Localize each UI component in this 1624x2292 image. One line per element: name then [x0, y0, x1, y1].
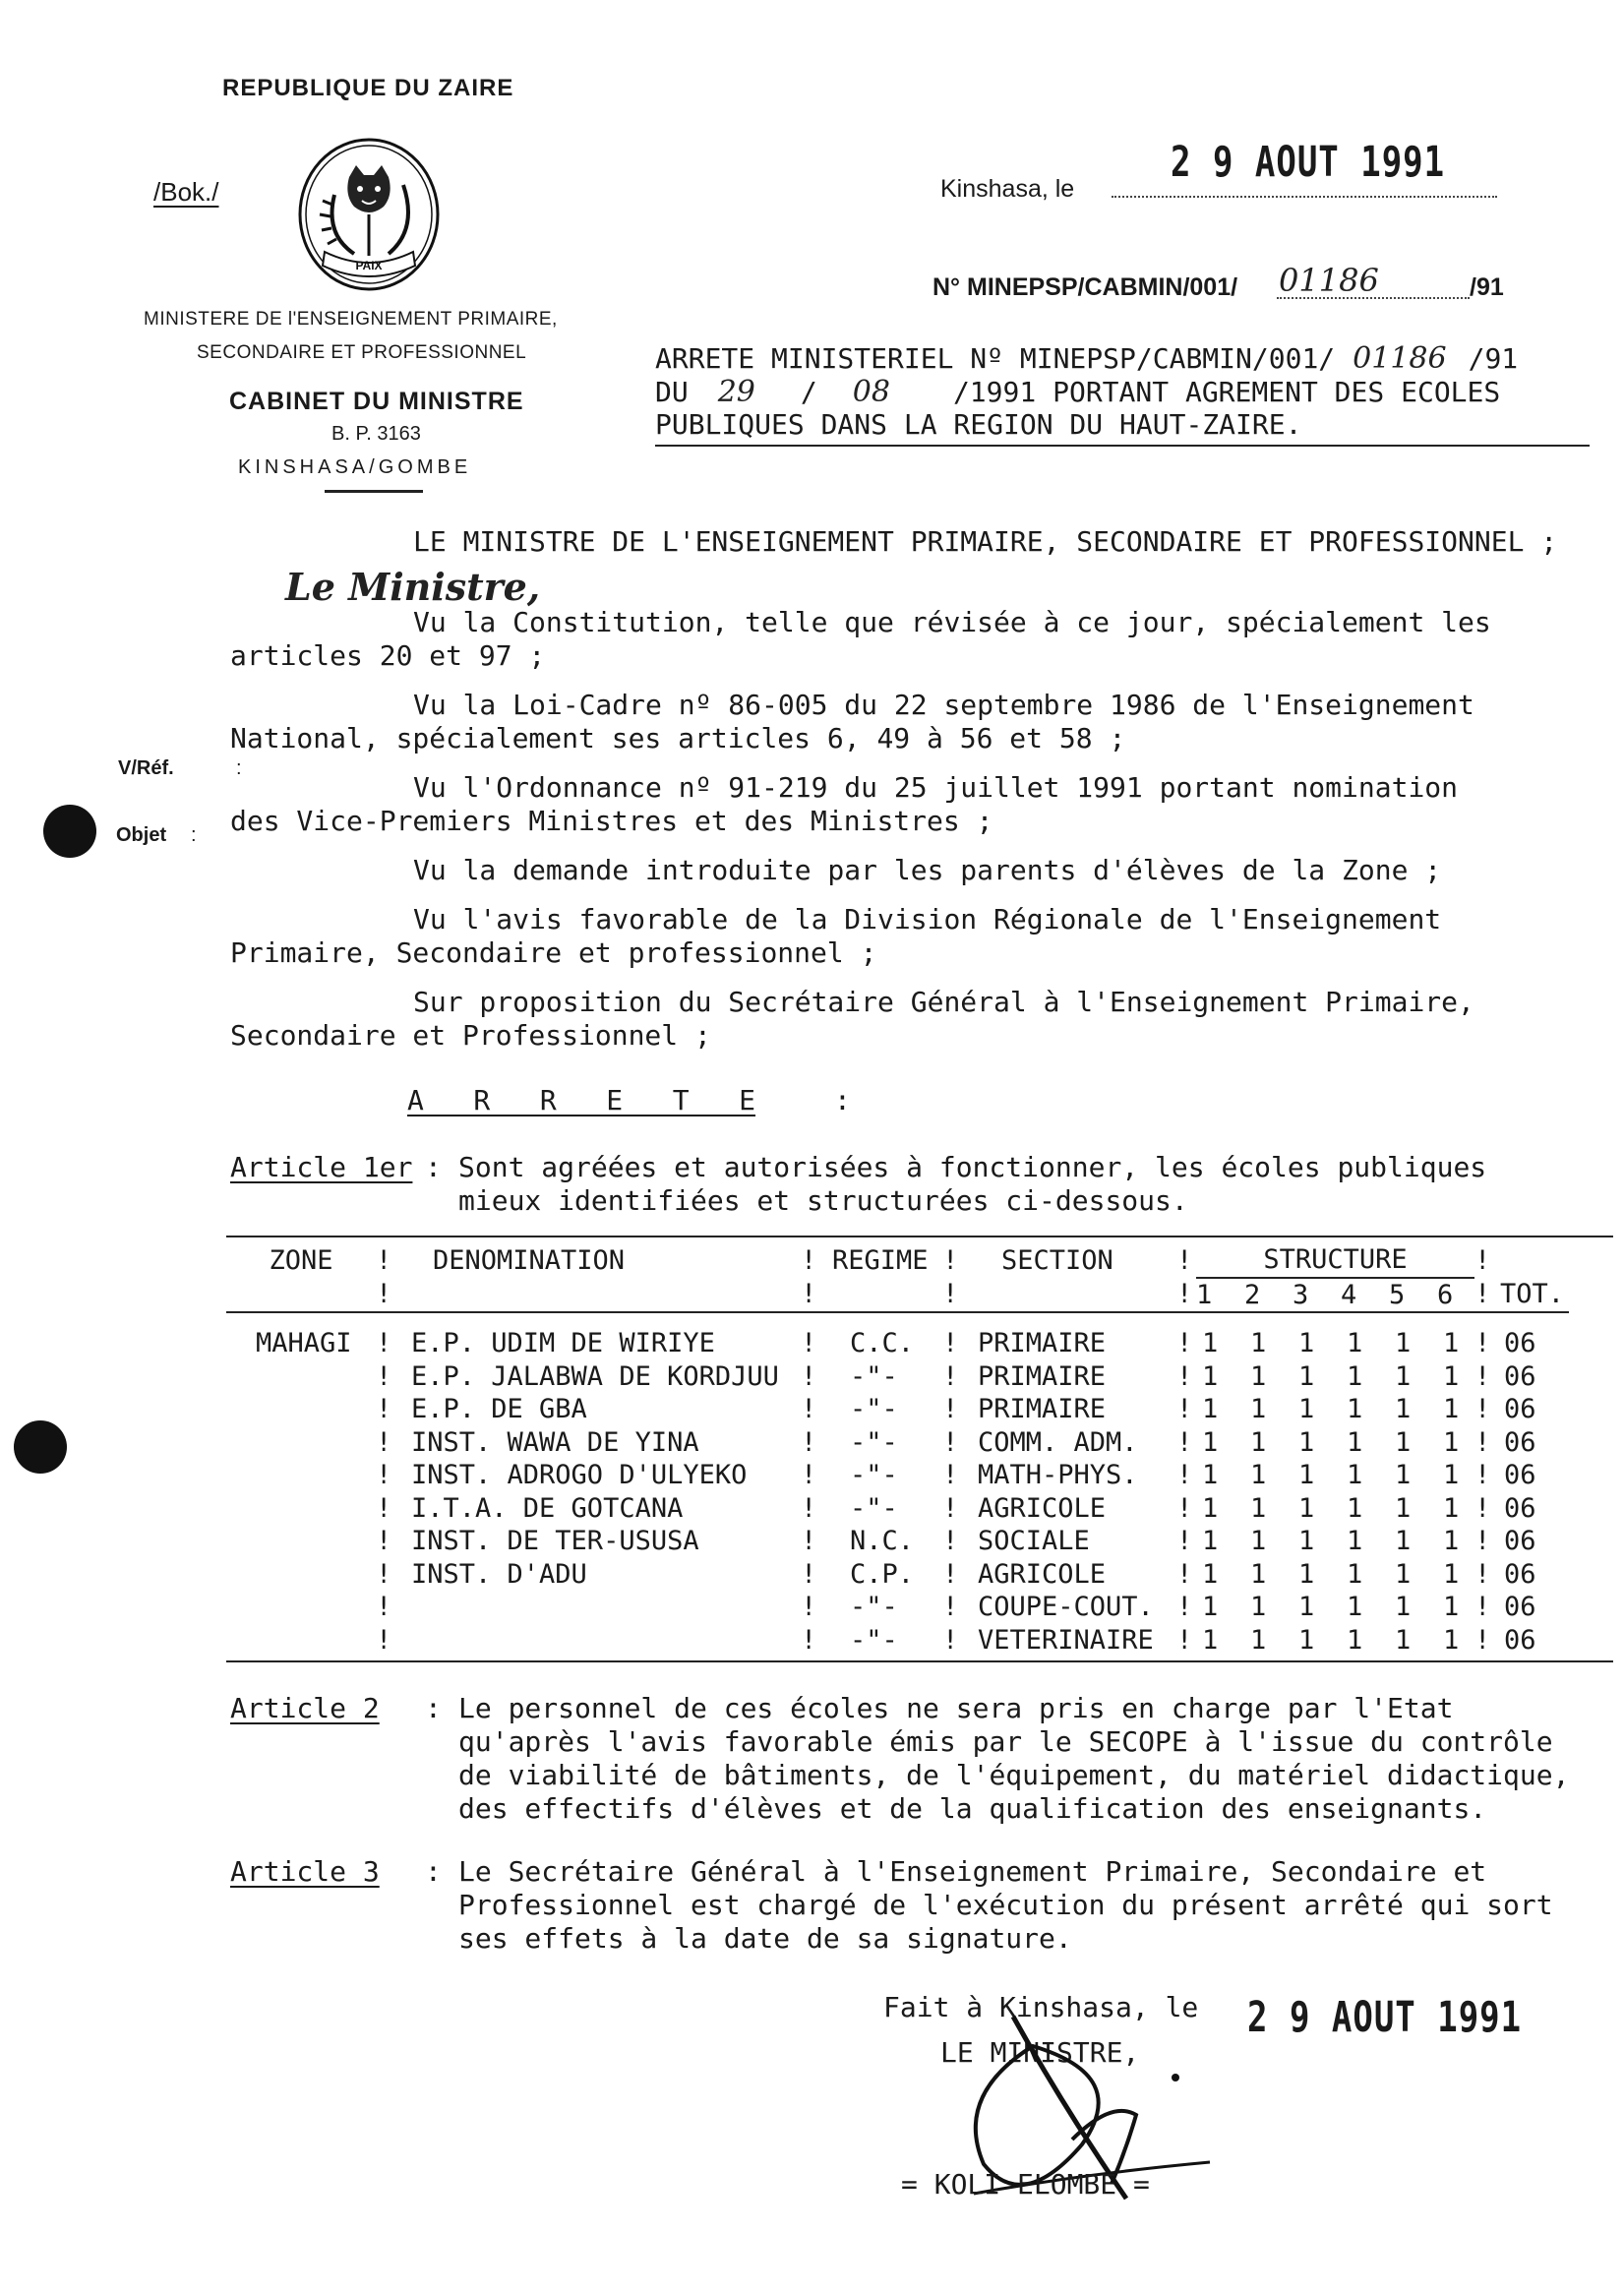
- signature-title: LE MINISTRE,: [940, 2036, 1140, 2069]
- number-line-handwritten: 01186: [1279, 262, 1379, 299]
- header-year-5: 5: [1389, 1278, 1437, 1313]
- cell-sep: !: [801, 1558, 817, 1590]
- number-line-dots: [1277, 297, 1470, 299]
- cell-year-5: 1: [1395, 1360, 1412, 1392]
- cell-section: AGRICOLE: [978, 1492, 1107, 1524]
- number-line-prefix: N° MINEPSP/CABMIN/001/: [932, 273, 1238, 301]
- object-line-2-rest: /1991 PORTANT AGREMENT DES ECOLES: [952, 376, 1501, 408]
- object-line-1: [655, 341, 1518, 376]
- object-line-2-du: DU: [655, 376, 689, 408]
- cell-sep: !: [942, 1426, 959, 1458]
- cell-total: 06: [1504, 1460, 1536, 1491]
- ministry-line-2: SECONDAIRE ET PROFESSIONNEL: [197, 342, 527, 363]
- consideration-6: Sur proposition du Secrétaire Général à l'Enseignement Primaire, Secondaire et Professionnel ;: [230, 986, 1474, 1052]
- cell-sep: !: [801, 1624, 817, 1656]
- cell-year-4: 1: [1347, 1328, 1363, 1359]
- vref-label: V/Réf.: [118, 757, 174, 779]
- cell-year-5: 1: [1395, 1394, 1412, 1425]
- cell-denomination: INST. ADROGO D'ULYEKO: [411, 1460, 748, 1491]
- article-3-line-3: ses effets à la date de sa signature.: [458, 1922, 1072, 1955]
- number-line-suffix: /91: [1470, 273, 1504, 301]
- cell-year-2: 1: [1250, 1360, 1267, 1392]
- object-line-1-prefix: ARRETE MINISTERIEL Nº MINEPSP/CABMIN/001/: [655, 342, 1336, 375]
- article-2-line-1: Le personnel de ces écoles ne sera pris en charge par l'Etat: [458, 1692, 1454, 1724]
- header-year-1: 1: [1196, 1278, 1244, 1313]
- cell-sep: !: [1176, 1426, 1193, 1458]
- header-sep: !: [1176, 1244, 1193, 1276]
- table-header-row-1: [226, 1243, 1569, 1278]
- cell-year-6: 1: [1443, 1492, 1460, 1524]
- cell-sep: !: [1176, 1624, 1193, 1656]
- object-block-rule: [655, 445, 1590, 447]
- cell-total: 06: [1504, 1360, 1536, 1392]
- table-row: [226, 1360, 1569, 1394]
- cell-zone: [226, 1426, 376, 1460]
- cell-year-3: 1: [1298, 1426, 1315, 1458]
- cell-year-5: 1: [1395, 1460, 1412, 1491]
- cell-section: PRIMAIRE: [978, 1360, 1107, 1392]
- cell-sep: !: [1474, 1460, 1491, 1491]
- cell-year-4: 1: [1347, 1492, 1363, 1524]
- table-row: [226, 1492, 1569, 1526]
- cell-year-6: 1: [1443, 1624, 1460, 1656]
- cell-sep: !: [942, 1394, 959, 1425]
- cell-section: AGRICOLE: [978, 1558, 1107, 1590]
- cell-year-3: 1: [1298, 1558, 1315, 1590]
- cell-sep: !: [376, 1360, 392, 1392]
- object-line-2-day: 29: [717, 375, 755, 409]
- reference-initials: /Bok./: [153, 177, 219, 207]
- header-section: SECTION: [1001, 1244, 1113, 1276]
- cell-year-1: 1: [1202, 1526, 1219, 1557]
- cell-sep: !: [1474, 1558, 1491, 1590]
- header-sep: !: [942, 1279, 959, 1310]
- table-top-rule: [226, 1236, 1613, 1237]
- header-sep: !: [801, 1244, 817, 1276]
- header-year-6: 6: [1437, 1278, 1474, 1313]
- consideration-2: Vu la Loi-Cadre nº 86-005 du 22 septembre 1986 de l'Enseignement National, spécialement ses articles 6, 49 à 56 et 58 ;: [230, 689, 1474, 754]
- cell-sep: !: [376, 1558, 392, 1590]
- cell-sep: !: [1474, 1624, 1491, 1656]
- consideration-1: Vu la Constitution, telle que révisée à ce jour, spécialement les articles 20 et 97 ;: [230, 606, 1491, 672]
- cell-year-3: 1: [1298, 1360, 1315, 1392]
- article-3-line-1: Le Secrétaire Général à l'Enseignement Primaire, Secondaire et: [458, 1855, 1487, 1888]
- article-1-text-2: mieux identifiées et structurées ci-dessous.: [458, 1184, 1188, 1217]
- cell-year-4: 1: [1347, 1558, 1363, 1590]
- cell-sep: !: [1176, 1460, 1193, 1491]
- article-3-label: Article 3: [230, 1855, 380, 1888]
- cell-section: COUPE-COUT.: [978, 1592, 1154, 1623]
- dateline-stamp-date: 2 9 AOUT 1991: [1171, 138, 1446, 187]
- table-row: [226, 1558, 1569, 1592]
- punch-hole-top: [43, 805, 96, 858]
- table-header-row-2: [226, 1278, 1569, 1313]
- cell-year-4: 1: [1347, 1592, 1363, 1623]
- cell-sep: !: [376, 1592, 392, 1623]
- object-line-1-suffix: /91: [1468, 342, 1519, 375]
- cell-sep: !: [801, 1492, 817, 1524]
- header-sep: !: [801, 1279, 817, 1310]
- dateline-label: Kinshasa, le: [940, 175, 1075, 203]
- article-3-line-2: Professionnel est chargé de l'exécution du présent arrêté qui sort: [458, 1889, 1553, 1921]
- cell-sep: !: [942, 1492, 959, 1524]
- arrete-word: A R R E T E: [407, 1084, 756, 1116]
- cabinet-heading: CABINET DU MINISTRE: [229, 388, 524, 415]
- cell-sep: !: [376, 1426, 392, 1458]
- article-2-line-2: qu'après l'avis favorable émis par le SECOPE à l'issue du contrôle: [458, 1725, 1553, 1758]
- cell-year-5: 1: [1395, 1426, 1412, 1458]
- national-seal-emblem: [295, 136, 443, 293]
- cell-regime: -"-: [850, 1624, 898, 1656]
- cell-year-6: 1: [1443, 1460, 1460, 1491]
- table-row: [226, 1426, 1569, 1460]
- header-denomination: DENOMINATION: [433, 1244, 626, 1276]
- objet-label: Objet: [116, 824, 167, 846]
- object-line-2: [655, 375, 1500, 409]
- cell-section: SOCIALE: [978, 1526, 1090, 1557]
- cell-zone: [226, 1525, 376, 1558]
- signatory-name: = KOLI ELOMBE =: [901, 2168, 1150, 2201]
- cell-sep: !: [1176, 1492, 1193, 1524]
- letterhead-city: KINSHASA/GOMBE: [238, 456, 472, 478]
- cell-denomination: INST. WAWA DE YINA: [411, 1426, 699, 1458]
- cell-denomination: INST. D'ADU: [411, 1558, 587, 1590]
- cell-year-2: 1: [1250, 1526, 1267, 1557]
- cell-section: MATH-PHYS.: [978, 1460, 1138, 1491]
- cell-year-1: 1: [1202, 1394, 1219, 1425]
- header-structure: STRUCTURE: [1263, 1244, 1408, 1276]
- signature-fait: Fait à Kinshasa, le: [883, 1991, 1199, 2023]
- cell-total: 06: [1504, 1526, 1536, 1557]
- table-row: [226, 1459, 1569, 1492]
- article-2-line-3: de viabilité de bâtiments, de l'équipement, du matériel didactique,: [458, 1759, 1570, 1791]
- cell-year-4: 1: [1347, 1360, 1363, 1392]
- cell-regime: C.C.: [850, 1328, 915, 1359]
- vref-colon: :: [236, 757, 242, 779]
- cell-regime: -"-: [850, 1426, 898, 1458]
- header-sep: !: [1474, 1244, 1491, 1276]
- header-year-2: 2: [1244, 1278, 1293, 1313]
- cell-year-1: 1: [1202, 1492, 1219, 1524]
- cell-year-6: 1: [1443, 1328, 1460, 1359]
- cell-year-2: 1: [1250, 1328, 1267, 1359]
- cell-sep: !: [1474, 1360, 1491, 1392]
- cell-year-6: 1: [1443, 1592, 1460, 1623]
- cell-year-5: 1: [1395, 1592, 1412, 1623]
- cell-year-4: 1: [1347, 1394, 1363, 1425]
- cell-year-3: 1: [1298, 1492, 1315, 1524]
- cell-sep: !: [801, 1426, 817, 1458]
- cell-zone: [226, 1591, 376, 1624]
- cell-section: PRIMAIRE: [978, 1394, 1107, 1425]
- table-row: [226, 1624, 1569, 1658]
- cell-denomination: E.P. JALABWA DE KORDJUU: [411, 1360, 779, 1392]
- header-year-4: 4: [1341, 1278, 1389, 1313]
- cell-sep: !: [1474, 1394, 1491, 1425]
- cell-sep: !: [1474, 1492, 1491, 1524]
- republic-heading: REPUBLIQUE DU ZAIRE: [222, 75, 514, 101]
- cell-year-2: 1: [1250, 1558, 1267, 1590]
- article-1-colon: :: [425, 1151, 442, 1183]
- postal-box: B. P. 3163: [331, 423, 421, 445]
- cell-section: COMM. ADM.: [978, 1426, 1138, 1458]
- cell-sep: !: [942, 1526, 959, 1557]
- cell-sep: !: [801, 1328, 817, 1359]
- cell-year-2: 1: [1250, 1394, 1267, 1425]
- cell-regime: -"-: [850, 1592, 898, 1623]
- cell-year-3: 1: [1298, 1624, 1315, 1656]
- cell-year-4: 1: [1347, 1426, 1363, 1458]
- cell-regime: -"-: [850, 1492, 898, 1524]
- svg-text:PAIX: PAIX: [355, 259, 383, 272]
- article-1-text-1: Sont agréées et autorisées à fonctionner, les écoles publiques: [458, 1151, 1487, 1183]
- cell-year-4: 1: [1347, 1460, 1363, 1491]
- cell-total: 06: [1504, 1394, 1536, 1425]
- cell-sep: !: [942, 1360, 959, 1392]
- cell-sep: !: [1474, 1592, 1491, 1623]
- object-line-2-sep: /: [800, 376, 817, 408]
- cell-denomination: I.T.A. DE GOTCANA: [411, 1492, 684, 1524]
- header-sep: !: [1474, 1279, 1491, 1310]
- cell-year-4: 1: [1347, 1526, 1363, 1557]
- cell-sep: !: [376, 1492, 392, 1524]
- signature-stamp-date: 2 9 AOUT 1991: [1247, 1993, 1523, 2042]
- cell-regime: -"-: [850, 1394, 898, 1425]
- object-line-2-month: 08: [852, 375, 890, 409]
- cell-sep: !: [376, 1460, 392, 1491]
- cell-sep: !: [942, 1328, 959, 1359]
- letterhead-underline: [325, 490, 423, 493]
- cell-year-3: 1: [1298, 1526, 1315, 1557]
- cell-sep: !: [376, 1624, 392, 1656]
- cell-sep: !: [942, 1558, 959, 1590]
- cell-total: 06: [1504, 1624, 1536, 1656]
- cell-zone: [226, 1624, 376, 1658]
- table-row: [226, 1327, 1569, 1360]
- header-sep: !: [942, 1244, 959, 1276]
- header-year-3: 3: [1293, 1278, 1341, 1313]
- cell-denomination: E.P. DE GBA: [411, 1394, 587, 1425]
- consideration-5: Vu l'avis favorable de la Division Régionale de l'Enseignement Primaire, Secondaire et professionnel ;: [230, 903, 1442, 969]
- cell-year-2: 1: [1250, 1592, 1267, 1623]
- cell-year-1: 1: [1202, 1328, 1219, 1359]
- cell-year-1: 1: [1202, 1624, 1219, 1656]
- cell-regime: C.P.: [850, 1558, 915, 1590]
- cell-regime: N.C.: [850, 1526, 915, 1557]
- cell-year-5: 1: [1395, 1526, 1412, 1557]
- cell-sep: !: [942, 1592, 959, 1623]
- objet-colon: :: [191, 824, 197, 846]
- cell-total: 06: [1504, 1558, 1536, 1590]
- table-row: [226, 1591, 1569, 1624]
- table-bottom-rule: [226, 1660, 1613, 1662]
- cell-denomination: [407, 1624, 801, 1658]
- cell-year-6: 1: [1443, 1360, 1460, 1392]
- header-sep: !: [1176, 1279, 1193, 1310]
- cell-sep: !: [1176, 1360, 1193, 1392]
- handwritten-minister: Le Ministre,: [285, 565, 541, 609]
- cell-year-2: 1: [1250, 1426, 1267, 1458]
- cell-year-5: 1: [1395, 1492, 1412, 1524]
- arrete-colon: :: [834, 1084, 851, 1116]
- punch-hole-bottom: [14, 1420, 67, 1474]
- header-sep: !: [376, 1244, 392, 1276]
- article-2-line-4: des effectifs d'élèves et de la qualification des enseignants.: [458, 1792, 1487, 1825]
- cell-section: VETERINAIRE: [978, 1624, 1154, 1656]
- cell-year-5: 1: [1395, 1558, 1412, 1590]
- consideration-4: Vu la demande introduite par les parents d'élèves de la Zone ;: [413, 854, 1442, 886]
- object-line-1-number: 01186: [1353, 341, 1447, 376]
- cell-year-6: 1: [1443, 1526, 1460, 1557]
- cell-year-6: 1: [1443, 1426, 1460, 1458]
- arrete-heading: [407, 1084, 851, 1116]
- cell-denomination: [407, 1591, 801, 1624]
- cell-sep: !: [801, 1460, 817, 1491]
- cell-total: 06: [1504, 1426, 1536, 1458]
- cell-year-3: 1: [1298, 1460, 1315, 1491]
- cell-year-4: 1: [1347, 1624, 1363, 1656]
- cell-sep: !: [801, 1394, 817, 1425]
- cell-year-5: 1: [1395, 1328, 1412, 1359]
- cell-year-6: 1: [1443, 1558, 1460, 1590]
- ministry-line-1: MINISTERE DE l'ENSEIGNEMENT PRIMAIRE,: [144, 309, 558, 330]
- cell-year-3: 1: [1298, 1394, 1315, 1425]
- article-1-label: Article 1er: [230, 1151, 413, 1183]
- cell-sep: !: [376, 1394, 392, 1425]
- cell-sep: !: [801, 1360, 817, 1392]
- header-regime: REGIME: [832, 1244, 929, 1276]
- cell-sep: !: [942, 1460, 959, 1491]
- table-row: [226, 1525, 1569, 1558]
- cell-zone: [226, 1558, 376, 1592]
- article-3-colon: :: [425, 1855, 442, 1888]
- schools-table: [226, 1243, 1569, 1657]
- article-2-colon: :: [425, 1692, 442, 1724]
- cell-year-6: 1: [1443, 1394, 1460, 1425]
- cell-denomination: INST. DE TER-USUSA: [411, 1526, 699, 1557]
- cell-sep: !: [1474, 1426, 1491, 1458]
- cell-year-5: 1: [1395, 1624, 1412, 1656]
- cell-year-1: 1: [1202, 1426, 1219, 1458]
- cell-zone: [226, 1459, 376, 1492]
- cell-year-2: 1: [1250, 1492, 1267, 1524]
- cell-zone: [226, 1492, 376, 1526]
- cell-zone: MAHAGI: [256, 1328, 352, 1359]
- cell-sep: !: [1176, 1394, 1193, 1425]
- minister-heading: LE MINISTRE DE L'ENSEIGNEMENT PRIMAIRE, SECONDAIRE ET PROFESSIONNEL ;: [413, 525, 1558, 558]
- object-line-3: PUBLIQUES DANS LA REGION DU HAUT-ZAIRE.: [655, 408, 1302, 441]
- cell-year-1: 1: [1202, 1558, 1219, 1590]
- cell-sep: !: [1474, 1526, 1491, 1557]
- cell-regime: -"-: [850, 1460, 898, 1491]
- cell-sep: !: [1176, 1526, 1193, 1557]
- cell-zone: [226, 1360, 376, 1394]
- cell-zone: [226, 1393, 376, 1426]
- cell-year-3: 1: [1298, 1328, 1315, 1359]
- cell-sep: !: [1176, 1328, 1193, 1359]
- table-row: [226, 1393, 1569, 1426]
- cell-section: PRIMAIRE: [978, 1328, 1107, 1359]
- cell-regime: -"-: [850, 1360, 898, 1392]
- cell-sep: !: [1176, 1558, 1193, 1590]
- article-2-label: Article 2: [230, 1692, 380, 1724]
- cell-denomination: E.P. UDIM DE WIRIYE: [411, 1328, 715, 1359]
- cell-year-1: 1: [1202, 1360, 1219, 1392]
- header-total: TOT.: [1500, 1279, 1565, 1310]
- cell-total: 06: [1504, 1592, 1536, 1623]
- cell-sep: !: [1474, 1328, 1491, 1359]
- cell-year-1: 1: [1202, 1592, 1219, 1623]
- cell-sep: !: [801, 1592, 817, 1623]
- cell-year-1: 1: [1202, 1460, 1219, 1491]
- dateline-dotted-line: [1112, 196, 1497, 198]
- header-sep: !: [376, 1279, 392, 1310]
- cell-total: 06: [1504, 1492, 1536, 1524]
- cell-total: 06: [1504, 1328, 1536, 1359]
- cell-year-3: 1: [1298, 1592, 1315, 1623]
- cell-year-2: 1: [1250, 1624, 1267, 1656]
- cell-sep: !: [801, 1526, 817, 1557]
- cell-sep: !: [1176, 1592, 1193, 1623]
- consideration-3: Vu l'Ordonnance nº 91-219 du 25 juillet 1991 portant nomination des Vice-Premiers Ministres et des Ministres ;: [230, 771, 1459, 837]
- cell-sep: !: [376, 1328, 392, 1359]
- cell-sep: !: [942, 1624, 959, 1656]
- cell-sep: !: [376, 1526, 392, 1557]
- header-zone: ZONE: [269, 1244, 333, 1276]
- cell-year-2: 1: [1250, 1460, 1267, 1491]
